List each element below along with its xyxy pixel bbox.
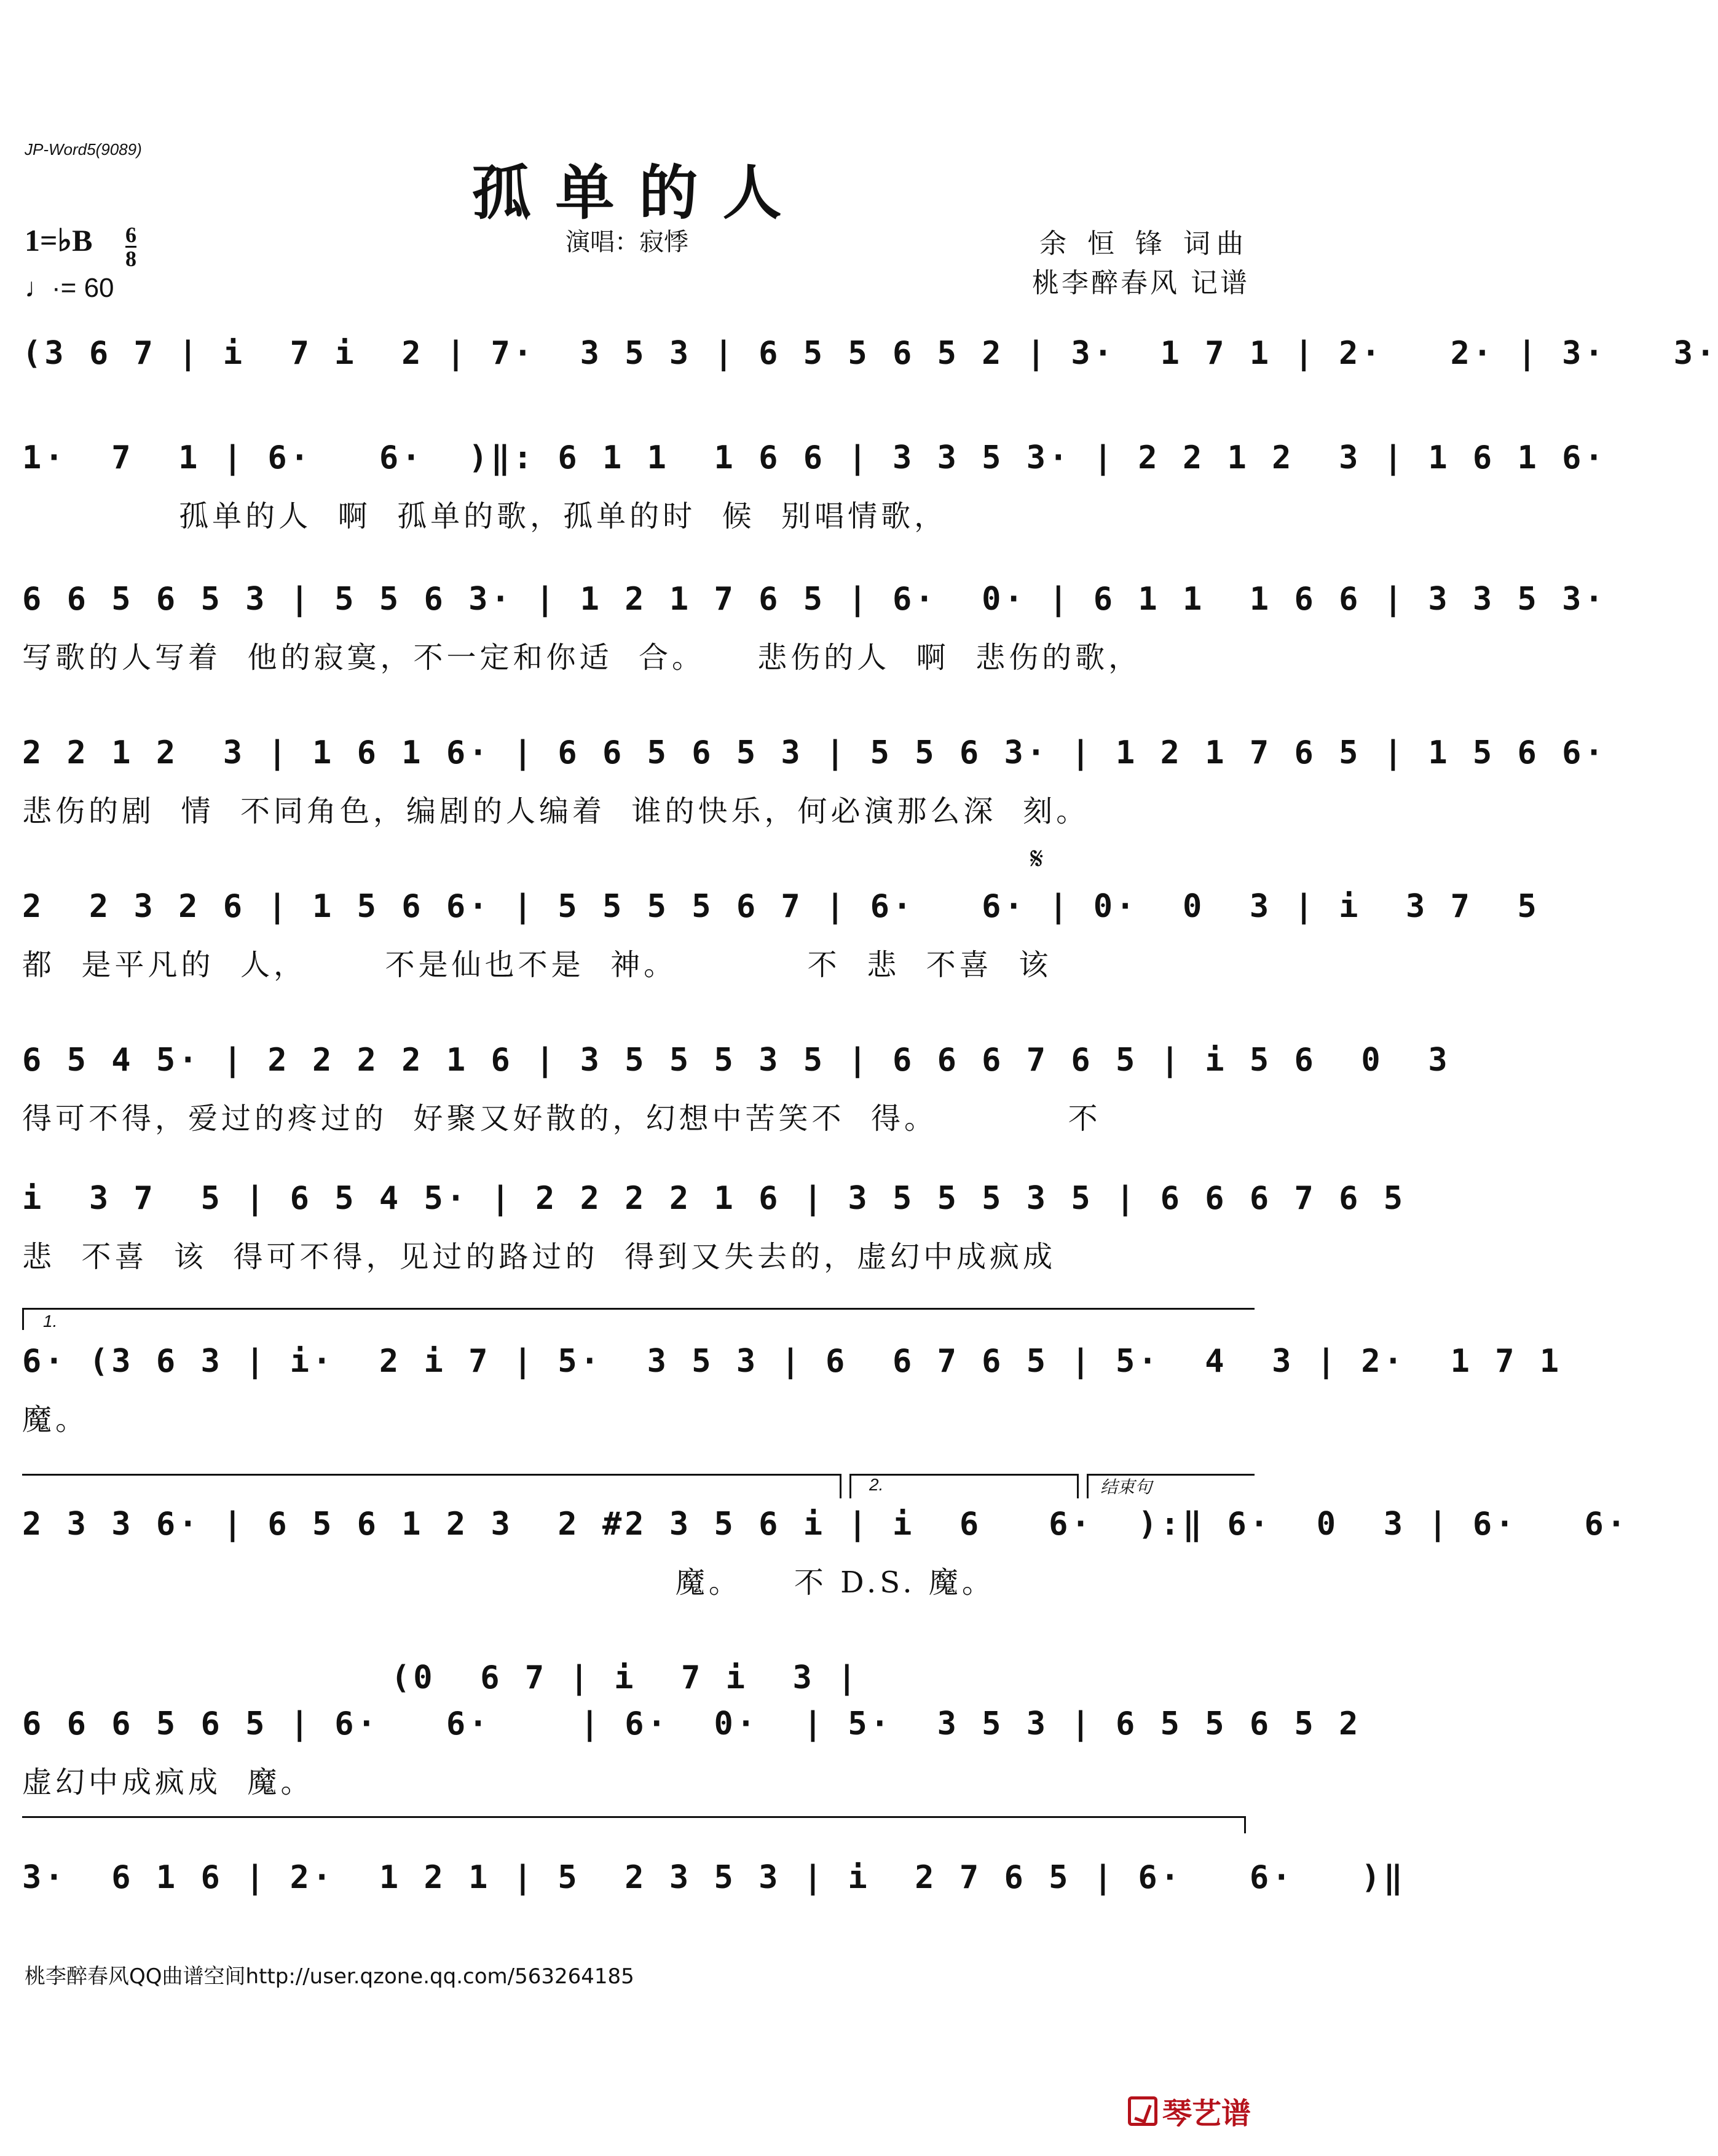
meter-bottom: 8 — [125, 246, 136, 271]
performer-credit: 演唱：寂悸 — [565, 228, 688, 256]
site-logo — [1128, 2090, 1251, 2132]
lyrics-row-9: 魔。 不 D.S. 魔。 — [22, 1565, 995, 1600]
logo-text: 琴艺谱 — [1162, 2096, 1251, 2131]
time-signature — [125, 224, 136, 270]
lyrics-row-10: 虚幻中成疯成 魔。 — [22, 1765, 314, 1800]
tempo-marking: ♩·= 60 — [25, 273, 114, 303]
lyrics-row-5: 都 是平凡的 人， 不是仙也不是 神。 不 悲 不喜 该 — [22, 948, 1052, 982]
software-label: JP-Word5(9089) — [25, 140, 142, 159]
lyrics-row-2: 孤单的人 啊 孤单的歌，孤单的时 候 别唱情歌， — [22, 499, 948, 533]
ending-label: 结束句 — [1100, 1477, 1153, 1497]
meter-top: 6 — [125, 222, 136, 247]
volta-1-bracket — [22, 1308, 1255, 1310]
volta-2-bracket — [849, 1474, 1077, 1476]
notes-row-11: 3· 6 1 6 | 2· 1 2 1 | 5 2 3 5 3 | i 2 7 6 5 | 6· 6· )‖ — [22, 1859, 1406, 1896]
volta-1-label: 1. — [43, 1312, 58, 1331]
source-link[interactable]: 桃李醉春风QQ曲谱空间http://user.qzone.qq.com/563264185 — [25, 1964, 634, 1989]
ending-tick — [1087, 1474, 1089, 1498]
key-signature: 1=♭B — [25, 223, 93, 258]
pickup-notes: (0 6 7 | i 7 i 3 | — [391, 1659, 860, 1696]
notes-row-3: 6 6 5 6 5 3 | 5 5 6 3· | 1 2 1 7 6 5 | 6· 0· | 6 1 1 1 6 6 | 3 3 5 3· — [22, 581, 1607, 618]
notes-row-9: 2 3 3 6· | 6 5 6 1 2 3 2 #2 3 5 6 i | i 6 6· ):‖ 6· 0 3 | 6· 6· — [22, 1506, 1629, 1543]
composer-credit: 余 恒 锋 词曲 — [1039, 228, 1250, 259]
notes-row-6: 6 5 4 5· | 2 2 2 2 1 6 | 3 5 5 5 3 5 | 6 6 6 7 6 5 | i 5 6 0 3 — [22, 1042, 1451, 1079]
song-title: 孤单的人 — [471, 158, 806, 227]
volta-1-end-tick — [840, 1474, 841, 1498]
logo-icon — [1128, 2096, 1157, 2126]
transcriber-credit: 桃李醉春风 记谱 — [1032, 267, 1250, 299]
segno-sign: 𝄋 — [1030, 841, 1044, 876]
lyrics-row-3: 写歌的人写着 他的寂寞，不一定和你适 合。 悲伤的人 啊 悲伤的歌， — [22, 640, 1142, 675]
notes-row-7: i 3 7 5 | 6 5 4 5· | 2 2 2 2 1 6 | 3 5 5 5 3 5 | 6 6 6 7 6 5 — [22, 1180, 1406, 1217]
notes-row-2: 1· 7 1 | 6· 6· )‖: 6 1 1 1 6 6 | 3 3 5 3· | 2 2 1 2 3 | 1 6 1 6· — [22, 439, 1607, 476]
final-section-tick — [1244, 1816, 1246, 1833]
lyrics-row-4: 悲伤的剧 情 不同角色，编剧的人编着 谁的快乐，何必演那么深 刻。 — [22, 794, 1090, 828]
notes-row-1: (3 6 7 | i 7 i 2 | 7· 3 5 3 | 6 5 5 6 5 2 | 3· 1 7 1 | 2· 2· | 3· 3· — [22, 335, 1718, 372]
volta-2-tick — [849, 1474, 851, 1498]
volta-1-tick — [22, 1308, 24, 1330]
lyrics-row-8: 魔。 — [22, 1403, 89, 1437]
final-section-line — [22, 1816, 1245, 1818]
volta-1-continuation — [22, 1474, 840, 1476]
volta-2-label: 2. — [869, 1475, 884, 1494]
lyrics-row-7: 悲 不喜 该 得可不得，见过的路过的 得到又失去的，虚幻中成疯成 — [22, 1240, 1057, 1274]
notes-row-8: 6· (3 6 3 | i· 2 i 7 | 5· 3 5 3 | 6 6 7 6 5 | 5· 4 3 | 2· 1 7 1 — [22, 1343, 1562, 1380]
volta-2-end-tick — [1077, 1474, 1079, 1498]
notes-row-4: 2 2 1 2 3 | 1 6 1 6· | 6 6 5 6 5 3 | 5 5 6 3· | 1 2 1 7 6 5 | 1 5 6 6· — [22, 734, 1607, 771]
notes-row-10: 6 6 6 5 6 5 | 6· 6· | 6· 0· | 5· 3 5 3 | 6 5 5 6 5 2 — [22, 1706, 1361, 1742]
lyrics-row-6: 得可不得，爱过的疼过的 好聚又好散的，幻想中苦笑不 得。 不 — [22, 1101, 1101, 1136]
notes-row-5: 2 2 3 2 6 | 1 5 6 6· | 5 5 5 5 6 7 | 6· 6· | 0· 0 3 | i 3 7 5 — [22, 888, 1540, 925]
